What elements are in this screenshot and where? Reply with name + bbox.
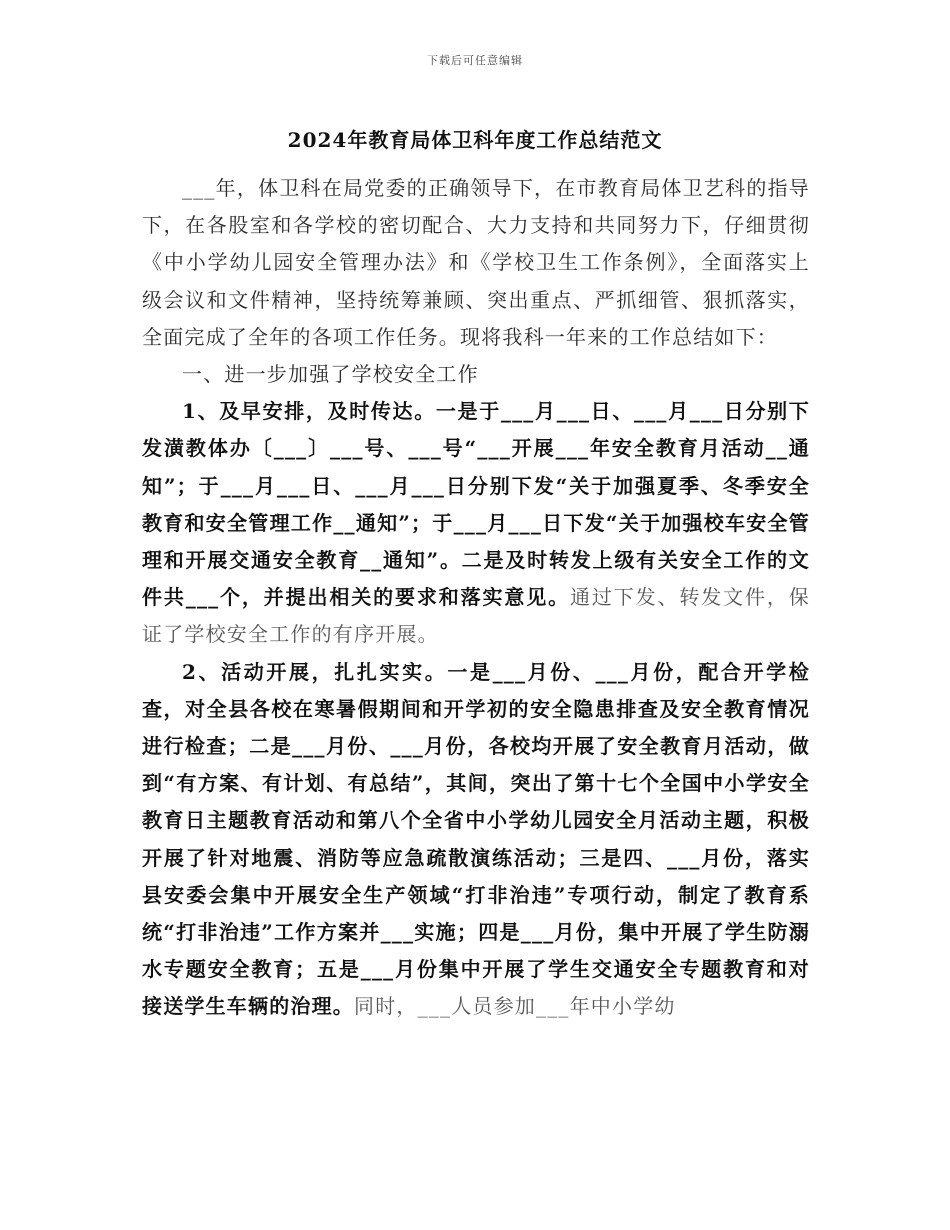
item-2-tail-text: 同时，___人员参加___年中小学幼 [354,994,676,1019]
item-1-main-text: 1、及早安排，及时传达。一是于___月___日、___月___日分别下发潢教体办〔___〕___号、___号“___开展___年安全教育月活动__通知”；于___月___日、___月___日分别下发“关于加强夏季、冬季安全教育和安全管理工作__通知”；于___月___日下发“关于加强校车安全管理和开展交通安全教育__通知”。二是及时转发上级有关安全工作的文件共___个，并提出相关的要求和落实意见。 [142,399,810,610]
section-heading [142,356,810,393]
item-1-tail-text: 通过下发、转发文件，保证了学校安全工作的有序开展。 [142,585,811,647]
intro-paragraph-text: ___年，体卫科在局党委的正确领导下，在市教育局体卫艺科的指导下，在各股室和各学校的密切配合、大力支持和共同努力下，仔细贯彻《中小学幼儿园安全管理办法》和《学校卫生工作条例》，全面落实上级会议和文件精神，坚持统筹兼顾、突出重点、严抓细管、狠抓落实，全面完成了全年的各项工作任务。现将我科一年来的工作总结如下： [142,176,810,349]
document-body [142,170,810,1026]
section-heading-text: 一、进一步加强了学校安全工作 [182,362,479,387]
item-2-main-text: 2、活动开展，扎扎实实。一是___月份、___月份，配合开学检查，对全县各校在寒暑假期间和开学初的安全隐患排查及安全教育情况进行检查；二是___月份、___月份，各校均开展了安全教育月活动，做到“有方案、有计划、有总结”，其间，突出了第十七个全国中小学安全教育日主题教育活动和第八个全省中小学幼儿园安全月活动主题，积极开展了针对地震、消防等应急疏散演练活动；三是四、___月份，落实县安委会集中开展安全生产领域“打非治违”专项行动，制定了教育系统“打非治违”工作方案并___实施；四是___月份，集中开展了学生防溺水专题安全教育；五是___月份集中开展了学生交通安全专题教育和对接送学生车辆的治理。 [142,659,810,1019]
document-title: 2024年教育局体卫科年度工作总结范文 [287,128,663,152]
intro-paragraph [142,170,810,356]
item-2-paragraph [142,654,810,1026]
header-note: 下载后可任意编辑 [427,54,523,67]
item-1-paragraph [142,393,810,653]
